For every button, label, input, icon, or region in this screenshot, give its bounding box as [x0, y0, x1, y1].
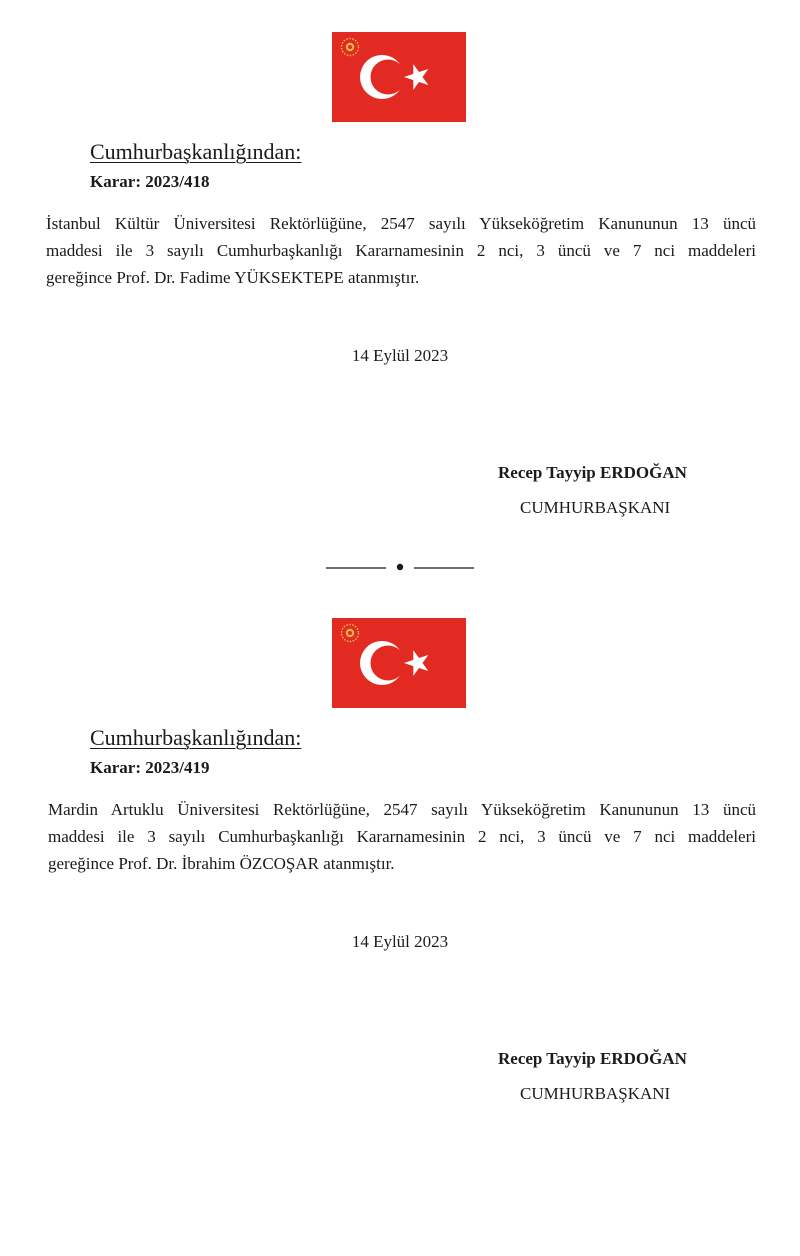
signer-name: Recep Tayyip ERDOĞAN	[498, 463, 687, 482]
signer-name: Recep Tayyip ERDOĞAN	[498, 1049, 687, 1068]
decree-2023-418	[0, 0, 800, 560]
body-line: gereğince Prof. Dr. İbrahim ÖZCOŞAR atanmıştır.	[48, 854, 395, 873]
signer-title: CUMHURBAŞKANI	[520, 498, 671, 517]
turkish-flag-icon	[332, 618, 466, 708]
decision-number: Karar: 2023/418	[90, 172, 210, 191]
section-separator	[322, 560, 478, 574]
decree-date: 14 Eylül 2023	[351, 346, 449, 365]
decree-2023-419	[0, 586, 800, 1146]
signer-title: CUMHURBAŞKANI	[520, 1084, 671, 1103]
body-line: gereğince Prof. Dr. Fadime YÜKSEKTEPE atanmıştır.	[46, 268, 420, 287]
body-line: İstanbul Kültür Üniversitesi Rektörlüğüne, 2547 sayılı Yükseköğretim Kanununun 13 üncü	[46, 214, 756, 233]
body-line: maddesi ile 3 sayılı Cumhurbaşkanlığı Kararnamesinin 2 nci, 3 üncü ve 7 nci maddeleri	[46, 241, 756, 260]
issuer-heading: Cumhurbaşkanlığından:	[90, 139, 302, 164]
issuer-heading: Cumhurbaşkanlığından:	[90, 725, 302, 750]
decree-date: 14 Eylül 2023	[351, 932, 449, 951]
body-line: maddesi ile 3 sayılı Cumhurbaşkanlığı Kararnamesinin 2 nci, 3 üncü ve 7 nci maddeleri	[48, 827, 756, 846]
turkish-flag-icon	[332, 32, 466, 122]
decree-body	[46, 210, 756, 291]
decision-number: Karar: 2023/419	[90, 758, 210, 777]
body-line: Mardin Artuklu Üniversitesi Rektörlüğüne, 2547 sayılı Yükseköğretim Kanununun 13 üncü	[48, 800, 756, 819]
decree-body	[48, 796, 756, 877]
